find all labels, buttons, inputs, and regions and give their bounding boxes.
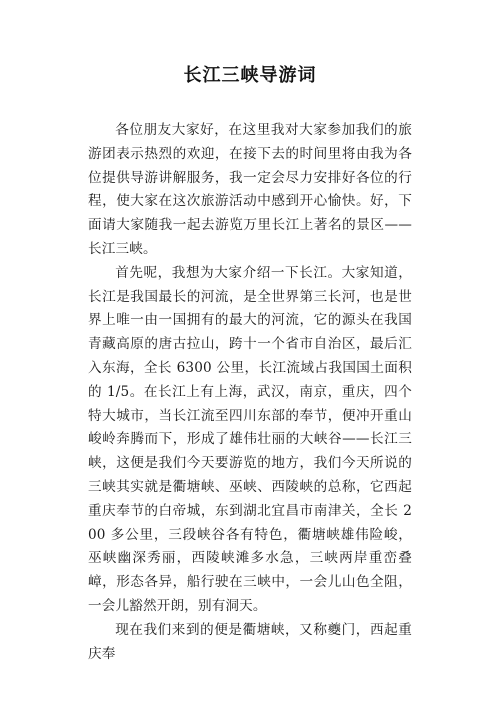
- paragraph-welcome: 各位朋友大家好，在这里我对大家参加我们的旅游团表示热烈的欢迎，在接下去的时间里将由我为各位提供导游讲解服务，我一定会尽力安排好各位的行程，使大家在这次旅游活动中感到开心愉快。好，下面请大家随我一起去游览万里长江上著名的景区——长江三峡。: [88, 122, 412, 257]
- paragraph-yangtze-intro: 首先呢，我想为大家介绍一下长江。大家知道，长江是我国最长的河流，是全世界第三长河，也是世界上唯一由一国拥有的最大的河流，它的源头在我国青藏高原的唐古拉山，跨十一个省市自治区，最后汇入东海，全长 6300 公里，长江流域占我国国土面积的 1/5。在长江上有上海，武汉，南京，重庆，四个特大城市，当长江流至四川东部的奉节，便冲开重山峻岭奔腾而下，形成了雄伟壮丽的大峡谷——长江三峡，这便是我们今天要游览的地方，我们今天所说的三峡其实就是衢塘峡、巫峡、西陵峡的总称，它西起重庆奉节的白帝城，东到湖北宜昌市南津关，全长 200 多公里，三段峡谷各有特色，衢塘峡雄伟险峻，巫峡幽深秀丽，西陵峡滩多水急，三峡两岸重峦叠嶂，形态各异，船行驶在三峡中，一会儿山色全阻，一会儿豁然开朗，别有洞天。: [88, 264, 412, 614]
- document-title: 长江三峡导游词: [183, 65, 317, 86]
- document-body: [88, 119, 412, 666]
- paragraph-qutang-gorge: 现在我们来到的便是衢塘峡，又称夔门，西起重庆奉: [88, 621, 412, 662]
